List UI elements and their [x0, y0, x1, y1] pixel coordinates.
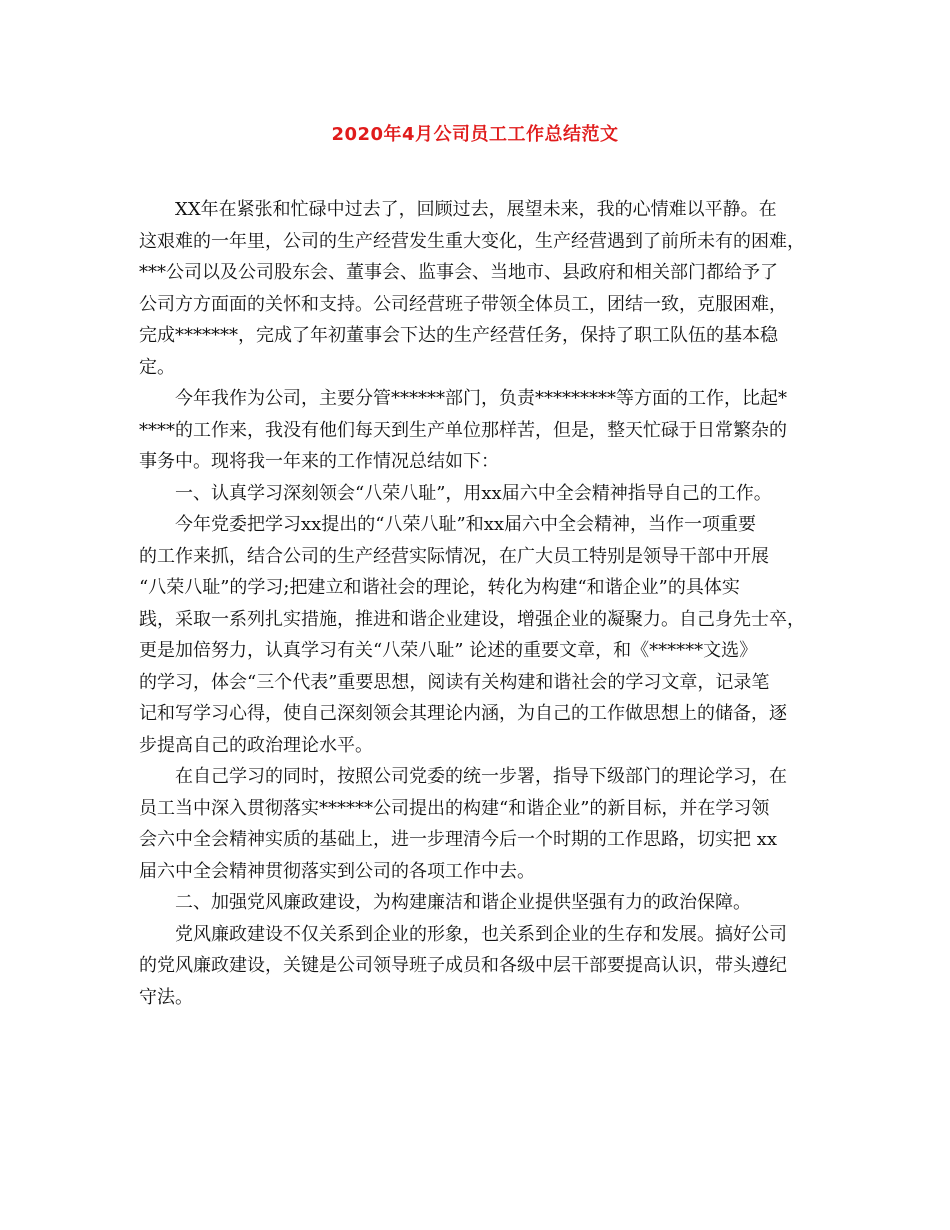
- text-line: 践，采取一系列扎实措施，推进和谐企业建设，增强企业的凝聚力。自己身先士卒，: [139, 608, 805, 630]
- text-line: 步提高自己的政治理论水平。: [139, 734, 373, 756]
- text-line: ***公司以及公司股东会、董事会、监事会、当地市、县政府和相关部门都给予了: [139, 262, 778, 283]
- text-line: 的学习，体会“三个代表”重要思想，阅读有关构建和谐社会的学习文章，记录笔: [139, 671, 770, 693]
- text-line: 更是加倍努力，认真学习有关“八荣八耻” 论述的重要文章，和《******文选》: [139, 640, 758, 661]
- text-line: XX年在紧张和忙碌中过去了，回顾过去，展望未来，我的心情难以平静。在: [175, 199, 777, 220]
- text-line: “八荣八耻”的学习;把建立和谐社会的理论，转化为构建“和谐企业”的具体实: [139, 577, 740, 598]
- text-line: 定。: [139, 356, 175, 378]
- document-title: 2020年4月公司员工工作总结范文: [331, 124, 619, 145]
- text-line: ****的工作来，我没有他们每天到生产单位那样苦，但是，整天忙碌于日常繁杂的: [139, 419, 787, 441]
- text-line: 在自己学习的同时，按照公司党委的统一步署，指导下级部门的理论学习，在: [175, 766, 787, 787]
- text-line: 的党风廉政建设，关键是公司领导班子成员和各级中层干部要提高认识，带头遵纪: [139, 955, 787, 976]
- text-line: 记和写学习心得，使自己深刻领会其理论内涵，为自己的工作做思想上的储备，逐: [139, 703, 787, 724]
- text-line: 今年党委把学习xx提出的“八荣八耻”和xx届六中全会精神，当作一项重要: [175, 514, 757, 535]
- text-line: 一、认真学习深刻领会“八荣八耻”，用xx届六中全会精神指导自己的工作。: [175, 482, 772, 504]
- text-line: 守法。: [139, 986, 193, 1008]
- text-line: 今年我作为公司，主要分管******部门，负责*********等方面的工作，比起*: [175, 388, 787, 409]
- text-line: 完成*******，完成了年初董事会下达的生产经营任务，保持了职工队伍的基本稳: [139, 325, 778, 346]
- text-line: 事务中。现将我一年来的工作情况总结如下：: [139, 451, 499, 472]
- text-line: 二、加强党风廉政建设，为构建廉洁和谐企业提供坚强有力的政治保障。: [175, 892, 751, 913]
- text-line: 届六中全会精神贯彻落实到公司的各项工作中去。: [139, 860, 535, 882]
- text-line: 员工当中深入贯彻落实******公司提出的构建“和谐企业”的新目标，并在学习领: [139, 797, 770, 819]
- text-line: 党风廉政建设不仅关系到企业的形象，也关系到企业的生存和发展。搞好公司: [175, 923, 787, 945]
- text-line: 的工作来抓，结合公司的生产经营实际情况，在广大员工特别是领导干部中开展: [139, 545, 769, 567]
- text-line: 公司方方面面的关怀和支持。公司经营班子带领全体员工，团结一致，克服困难，: [139, 293, 787, 315]
- document-body: [139, 194, 815, 1013]
- text-line: 会六中全会精神实质的基础上，进一步理清今后一个时期的工作思路，切实把 xx: [139, 829, 778, 850]
- text-line: 这艰难的一年里，公司的生产经营发生重大变化，生产经营遇到了前所未有的困难，: [139, 230, 805, 252]
